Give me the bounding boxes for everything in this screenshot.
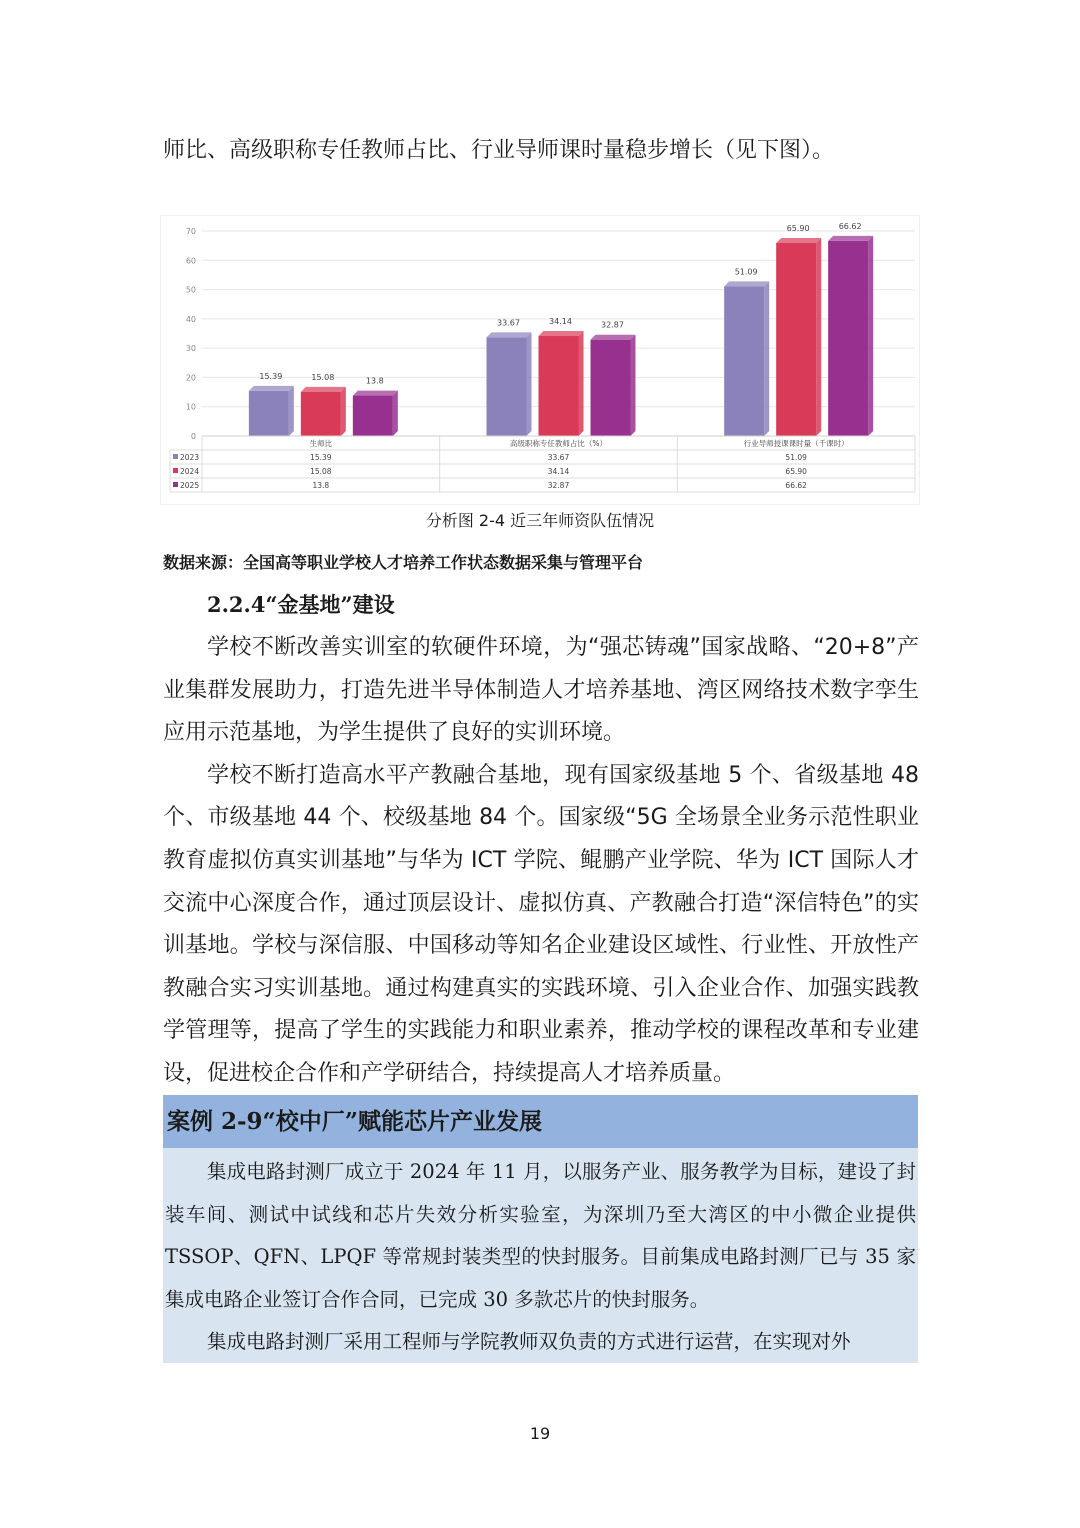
data-label: 15.08 (311, 372, 335, 382)
data-label: 13.8 (365, 376, 384, 386)
bar-top (301, 387, 346, 392)
data-label: 32.87 (601, 320, 624, 330)
bar (539, 336, 579, 436)
bar-side (289, 386, 294, 436)
bar-side (393, 391, 398, 436)
legend-label: 2023 (180, 453, 200, 462)
bar-top (591, 335, 636, 340)
y-tick-label: 70 (185, 227, 196, 236)
category-label: 生师比 (309, 439, 333, 448)
data-label: 34.14 (549, 317, 572, 327)
bar-top (776, 238, 821, 243)
table-value: 15.39 (310, 453, 332, 462)
legend-swatch (173, 468, 178, 473)
data-source: 数据来源：全国高等职业学校人才培养工作状态数据采集与管理平台 (163, 553, 644, 572)
data-label: 15.39 (259, 371, 283, 381)
data-label: 65.90 (786, 224, 810, 234)
bar (353, 396, 393, 436)
y-tick-label: 50 (185, 285, 196, 295)
bar-top (487, 332, 532, 337)
table-value: 33.67 (547, 453, 570, 462)
data-label: 51.09 (734, 267, 758, 277)
y-tick-label: 10 (185, 402, 196, 412)
bar-top (353, 391, 398, 396)
legend-swatch (173, 454, 178, 459)
data-label: 66.62 (838, 221, 862, 231)
y-tick-label: 0 (190, 432, 196, 441)
table-value: 65.90 (785, 467, 807, 476)
table-value: 32.87 (547, 481, 570, 490)
bar (828, 241, 868, 436)
legend-label: 2025 (180, 481, 200, 490)
figure-caption: 分析图 2-4 近三年师资队伍情况 (425, 511, 655, 530)
bar (724, 286, 764, 436)
category-label: 高级职称专任教师占比（%） (509, 439, 608, 448)
table-value: 66.62 (785, 481, 807, 490)
y-tick-label: 20 (185, 373, 196, 383)
category-label: 行业导师授课课时量（千课时） (743, 439, 849, 448)
y-tick-label: 60 (185, 256, 196, 266)
table-value: 15.08 (310, 467, 332, 476)
bar-side (631, 335, 636, 436)
case-body (163, 1148, 918, 1363)
bar-top (724, 281, 769, 286)
bar (776, 243, 816, 436)
y-tick-label: 30 (185, 344, 196, 354)
table-value: 51.09 (785, 453, 807, 462)
bar (249, 391, 289, 436)
case-title: 案例 2-9“校中厂”赋能芯片产业发展 (163, 1095, 918, 1148)
bar-side (527, 332, 532, 436)
legend-swatch (173, 482, 178, 487)
table-value: 34.14 (547, 467, 570, 476)
bar (591, 340, 631, 436)
bar-side (764, 281, 769, 436)
bar-top (828, 236, 873, 241)
section-heading: 2.2.4“金基地”建设 (207, 592, 395, 617)
legend-label: 2024 (180, 467, 200, 476)
bar-side (579, 331, 584, 436)
data-label: 33.67 (497, 318, 520, 328)
bar-top (249, 386, 294, 391)
section-body (163, 627, 919, 1096)
paragraph: 学校不断改善实训室的软硬件环境，为“强芯铸魂”国家战略、“20+8”产业集群发展助力，打造先进半导体制造人才培养基地、湾区网络技术数字孪生应用示范基地，为学生提供了良好的实训环境。 (163, 635, 919, 746)
bar-top (539, 331, 584, 336)
table-value: 13.8 (312, 481, 330, 490)
case-paragraph: 集成电路封测厂采用工程师与学院教师双负责的方式进行运营，在实现对外 (207, 1330, 851, 1354)
case-box (163, 1095, 918, 1363)
teacher-team-bar-chart (160, 215, 920, 505)
intro-line: 师比、高级职称专任教师占比、行业导师课时量稳步增长（见下图）。 (163, 138, 835, 163)
paragraph: 学校不断打造高水平产教融合基地，现有国家级基地 5 个、省级基地 48 个、市级基地 44 个、校级基地 84 个。国家级“5G 全场景全业务示范性职业教育虚拟仿真实训基地”与华为 ICT 学院、鲲鹏产业学院、华为 ICT 国际人才交流中心深度合作，通过顶层设计、虚拟仿真、产教融合打造“深信特色”的实训基地。学校与深信服、中国移动等知名企业建设区域性、行业性、开放性产教融合实习实训基地。通过构建真实的实践环境、引入企业合作、加强实践教学管理等，提高了学生的实践能力和职业素养，推动学校的课程改革和专业建设，促进校企合作和产学研结合，持续提高人才培养质量。 (163, 762, 919, 1086)
bar (301, 392, 341, 436)
bar (487, 337, 527, 436)
y-tick-label: 40 (185, 314, 196, 324)
bar-side (341, 387, 346, 436)
case-paragraph: 集成电路封测厂成立于 2024 年 11 月，以服务产业、服务教学为目标，建设了封装车间、测试中试线和芯片失效分析实验室，为深圳乃至大湾区的中小微企业提供 TSSOP、QFN、LPQF 等常规封装类型的快封服务。目前集成电路封测厂已与 35 家集成电路企业签订合作合同，已完成 30 多款芯片的快封服务。 (165, 1160, 916, 1311)
bar-side (816, 238, 821, 436)
bar-side (868, 236, 873, 436)
page-number: 19 (529, 1424, 551, 1443)
